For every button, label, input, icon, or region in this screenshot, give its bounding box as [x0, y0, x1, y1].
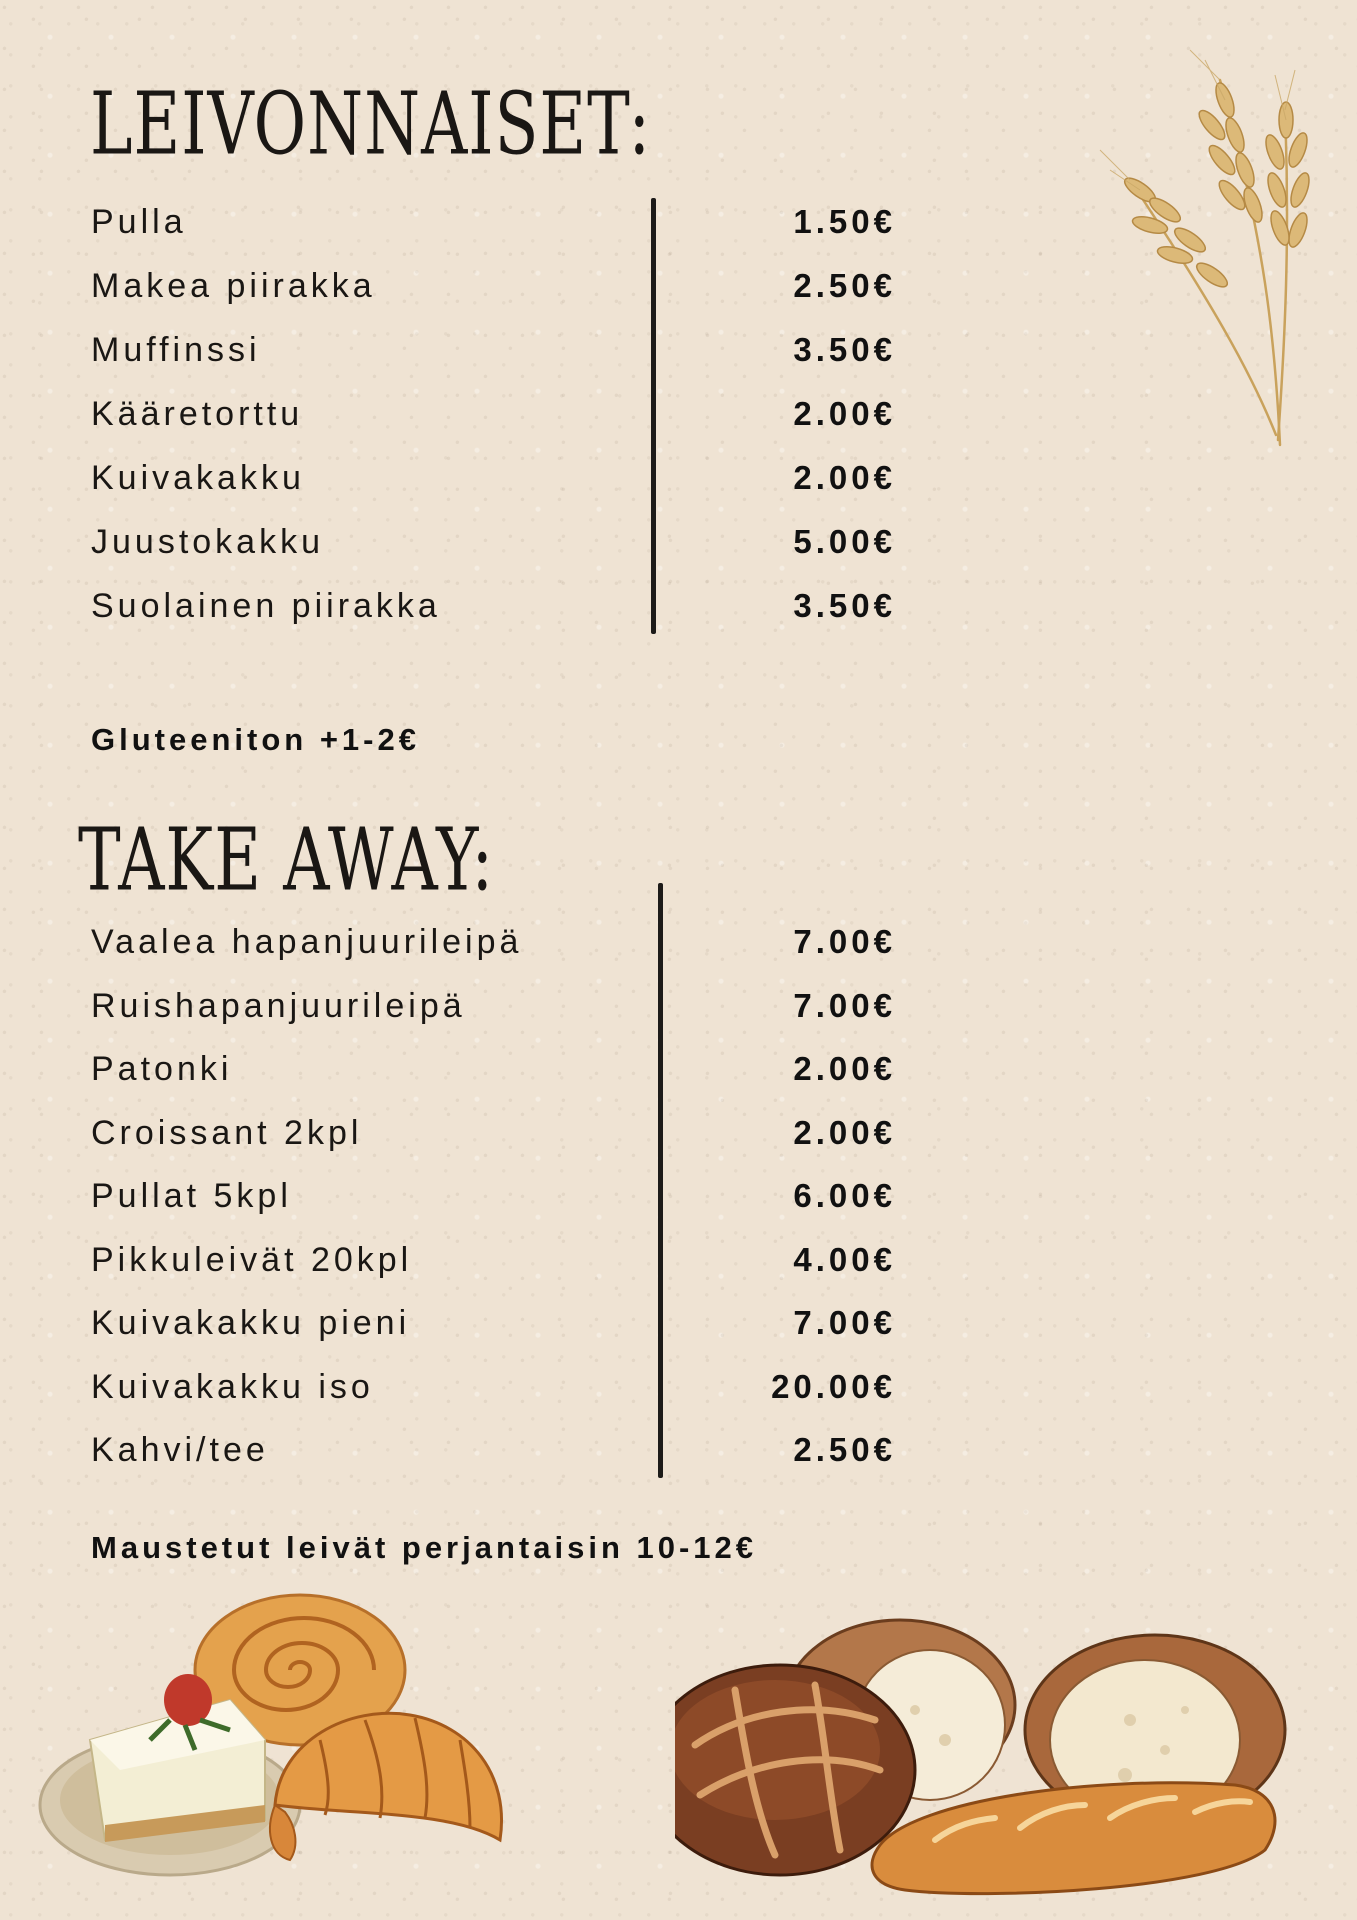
item-price: 20.00€: [771, 1367, 896, 1405]
item-name: Kahvi/tee: [91, 1431, 269, 1469]
item-name: Pulla: [91, 203, 187, 241]
menu-row: [0, 1176, 1357, 1216]
item-price: 2.00€: [793, 1050, 896, 1087]
menu-row: [0, 1113, 1357, 1153]
item-name: Suolainen piirakka: [91, 587, 441, 625]
item-name: Kuivakakku iso: [91, 1367, 374, 1406]
menu-row: [0, 1367, 1357, 1407]
item-price: 6.00€: [793, 1177, 896, 1214]
menu-row: [0, 522, 1357, 562]
item-price: 7.00€: [793, 923, 896, 960]
item-name: Pullat 5kpl: [91, 1177, 292, 1215]
item-price: 2.50€: [793, 267, 896, 304]
breads-illustration: [675, 1600, 1355, 1910]
item-name: Pikkuleivät 20kpl: [91, 1240, 413, 1279]
menu-row: [0, 1049, 1357, 1089]
item-price: 7.00€: [793, 1304, 896, 1341]
gluten-free-note: Gluteeniton +1-2€: [91, 722, 420, 757]
column-divider: [658, 883, 663, 1478]
wheat-illustration: [1090, 40, 1330, 460]
menu-row: [0, 586, 1357, 626]
item-name: Croissant 2kpl: [91, 1113, 363, 1152]
item-name: Makea piirakka: [91, 267, 376, 305]
menu-row: [0, 1240, 1357, 1280]
item-name: Muffinssi: [91, 331, 261, 369]
menu-row: [0, 986, 1357, 1026]
column-divider: [651, 198, 656, 634]
item-price: 7.00€: [793, 986, 896, 1024]
section-heading-pastries: LEIVONNAISET:: [90, 75, 652, 176]
item-name: Ruishapanjuurileipä: [91, 986, 466, 1025]
menu-row: [0, 458, 1357, 498]
item-name: Kääretorttu: [91, 395, 304, 433]
menu-row: [0, 922, 1357, 962]
item-name: Juustokakku: [91, 523, 324, 561]
menu-row: [0, 1303, 1357, 1343]
item-price: 1.50€: [793, 203, 896, 240]
item-price: 2.00€: [793, 1113, 896, 1151]
item-price: 4.00€: [793, 1240, 896, 1278]
item-price: 3.50€: [793, 587, 896, 624]
flavored-bread-note: Maustetut leivät perjantaisin 10-12€: [91, 1530, 758, 1565]
item-name: Kuivakakku pieni: [91, 1304, 411, 1342]
pastries-illustration: [20, 1590, 540, 1900]
item-price: 2.00€: [793, 459, 896, 496]
menu-row: [0, 1430, 1357, 1470]
item-price: 2.00€: [793, 395, 896, 432]
section-heading-take-away: TAKE AWAY:: [78, 811, 495, 912]
item-name: Kuivakakku: [91, 459, 305, 497]
item-price: 5.00€: [793, 523, 896, 560]
item-price: 2.50€: [793, 1431, 896, 1468]
item-price: 3.50€: [793, 331, 896, 368]
item-name: Patonki: [91, 1050, 233, 1088]
item-name: Vaalea hapanjuurileipä: [91, 923, 523, 961]
